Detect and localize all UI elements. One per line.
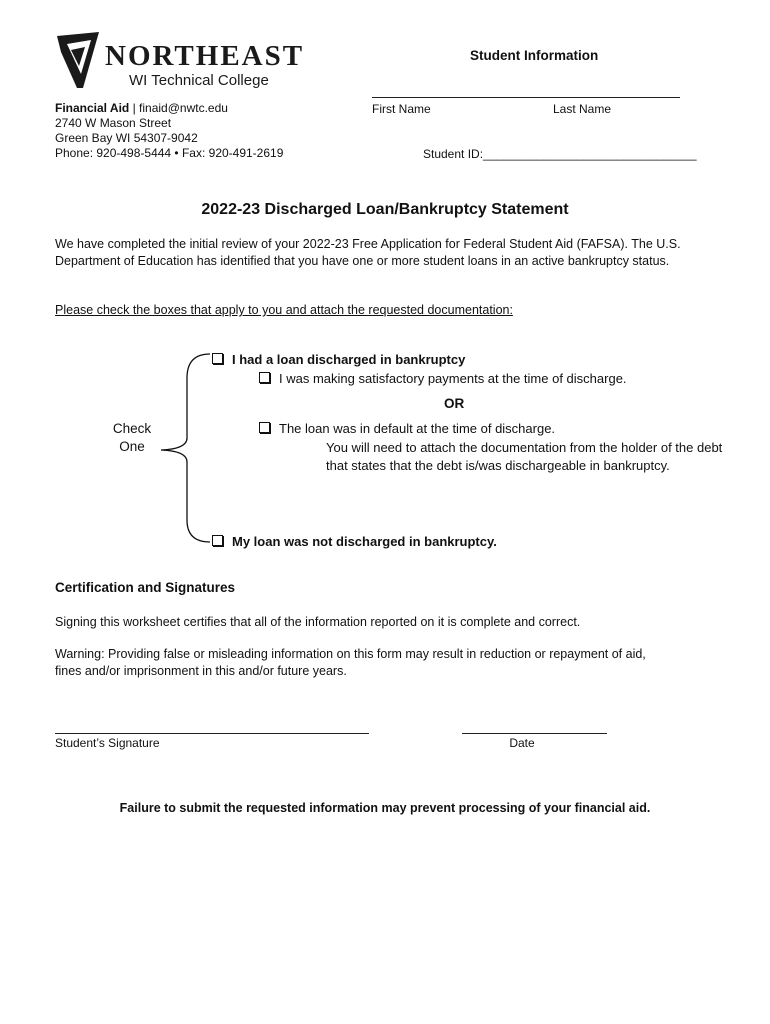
last-name-label: Last Name [553,102,612,116]
certification-heading: Certification and Signatures [55,580,236,595]
option-discharged-label: I had a loan discharged in bankruptcy [232,352,466,367]
student-id-blank[interactable]: ________________________________ [483,147,697,161]
signature-label: Student’s Signature [55,736,160,750]
check-one-bracket-icon [155,350,215,546]
footer-notice: Failure to submit the requested information may prevent processing of your financial aid. [119,801,651,815]
first-name-label: First Name [372,102,431,116]
logo-name: NORTHEAST [105,40,305,72]
option-default[interactable] [259,421,555,436]
checkbox-not-discharged[interactable] [212,535,223,546]
student-id-field[interactable] [423,147,697,162]
warning-text: Warning: Providing false or misleading information on this form may result in reduction or repayment of aid, fines and/or imprisonment in this and/or future years. [55,647,646,678]
or-label: OR [444,396,465,411]
option-not-discharged[interactable] [212,534,497,549]
phone-fax: Phone: 920-498-5444 • Fax: 920-491-2619 [55,146,284,160]
option-not-discharged-label: My loan was not discharged in bankruptcy. [232,534,497,549]
instruction-text: Please check the boxes that apply to you and attach the requested documentation: [55,303,513,317]
intro-paragraph: We have completed the initial review of your 2022-23 Free Application for Federal Student Aid (FAFSA). The U.S. Department of Education has identified that you have one or more student loans in an active bankruptcy status. [55,237,681,268]
student-info-heading: Student Information [470,48,599,63]
default-note-line2: that states that the debt is/was dischargeable in bankruptcy. [326,458,670,473]
date-label: Date [509,736,535,750]
address-line2: Green Bay WI 54307-9042 [55,131,198,145]
date-line[interactable] [462,733,607,734]
option-default-label: The loan was in default at the time of discharge. [279,421,556,436]
checkbox-discharged[interactable] [212,353,223,364]
name-line[interactable] [372,97,680,98]
default-note [326,439,722,475]
option-discharged[interactable] [212,352,465,367]
check-one-line1: Check [112,421,152,436]
option-satisfactory[interactable] [259,371,627,386]
check-one-label [100,420,164,456]
document-title: 2022-23 Discharged Loan/Bankruptcy Statement [201,201,569,218]
student-id-label: Student ID: [423,147,484,161]
office-email: finaid@nwtc.edu [139,101,228,115]
signature-line[interactable] [55,733,369,734]
certification-statement: Signing this worksheet certifies that all of the information reported on it is complete and correct. [55,615,581,629]
office-line [55,101,355,116]
logo-subtitle: WI Technical College [129,72,269,89]
address-line1: 2740 W Mason Street [55,116,172,130]
office-separator: | [129,101,140,115]
logo-emblem-icon [55,30,101,90]
college-logo [55,30,315,92]
option-satisfactory-label: I was making satisfactory payments at the time of discharge. [279,371,627,386]
default-note-line1: You will need to attach the documentation from the holder of the debt [326,440,723,455]
contact-block [55,101,355,161]
office-name: Financial Aid [55,101,130,115]
check-one-line2: One [119,439,145,454]
checkbox-satisfactory[interactable] [259,372,270,383]
checkbox-default[interactable] [259,422,270,433]
